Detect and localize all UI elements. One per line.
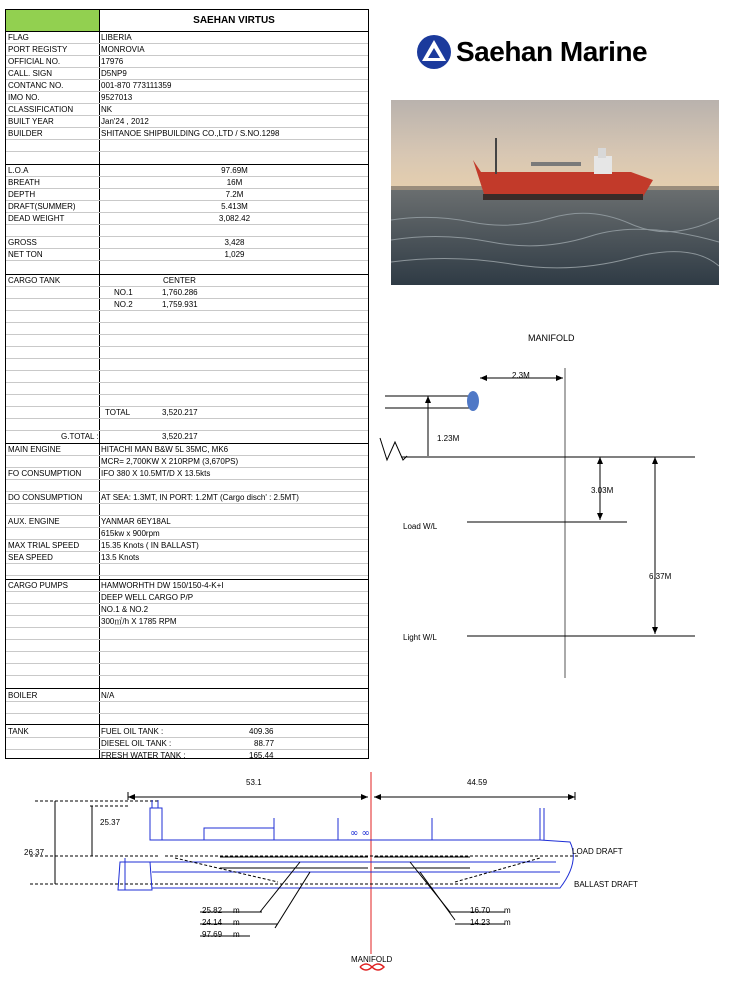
logo-mark-icon: [416, 34, 452, 70]
row-contanc-no: CONTANC NO. 001-870 773111359: [6, 80, 368, 92]
row-total: TOTAL 3,520.217: [6, 407, 368, 419]
row-boiler: BOILER N/A: [6, 690, 368, 702]
manifold-to-load-label: 3.03M: [591, 486, 614, 495]
row-blank: [6, 261, 368, 273]
height-inner-label: 25.37: [100, 818, 121, 827]
row-blank: [6, 347, 368, 359]
row-blank: [6, 395, 368, 407]
row-blank: [6, 419, 368, 431]
row-aux-engine: AUX. ENGINE YANMAR 6EY18AL: [6, 516, 368, 528]
row-fuel-oil-tank: TANK FUEL OIL TANK : 409.36: [6, 726, 368, 738]
row-net-ton: NET TON 1,029: [6, 249, 368, 261]
row-blank: [6, 359, 368, 371]
right-value: 16.70: [470, 906, 491, 915]
ship-name: SAEHAN VIRTUS: [100, 10, 368, 32]
row-blank: [6, 323, 368, 335]
row-blank: [6, 335, 368, 347]
row-max-trial-speed: MAX TRIAL SPEED 15.35 Knots ( IN BALLAST): [6, 540, 368, 552]
height-outer-label: 26.37: [24, 848, 45, 857]
row-dead-weight: DEAD WEIGHT 3,082.42: [6, 213, 368, 225]
row-imo-no: IMO NO. 9527013: [6, 92, 368, 104]
row-fo-consumption: FO CONSUMPTION IFO 380 X 10.5MT/D X 13.5kts: [6, 468, 368, 480]
header-color-cell: [6, 10, 100, 32]
svg-text:∞ ∞: ∞ ∞: [350, 828, 370, 839]
row-cargo-pumps: CARGO PUMPS HAMWORHTH DW 150/150-4-K+I: [6, 580, 368, 592]
manifold-title: MANIFOLD: [528, 333, 575, 343]
section-divider: [6, 724, 368, 725]
row-call-sign: CALL. SIGN D5NP9: [6, 68, 368, 80]
profile-manifold-label: MANIFOLD: [351, 955, 393, 964]
row-pump-line: DEEP WELL CARGO P/P: [6, 592, 368, 604]
row-gross: GROSS 3,428: [6, 237, 368, 249]
row-blank: [6, 383, 368, 395]
manifold-diagram: [375, 360, 720, 680]
row-flag: FLAG LIBERIA: [6, 32, 368, 44]
left-value: 24.14: [202, 918, 223, 927]
aft-length-label: 53.1: [246, 778, 262, 787]
load-wl-label: Load W/L: [403, 522, 438, 531]
row-official-no: OFFICIAL NO. 17976: [6, 56, 368, 68]
row-blank: [6, 225, 368, 237]
load-draft-label: LOAD DRAFT: [572, 847, 623, 856]
row-blank: [6, 371, 368, 383]
logo-text: Saehan Marine: [456, 36, 648, 67]
right-unit: m: [504, 906, 511, 915]
row-blank: [6, 652, 368, 664]
manifold-horizontal-label: 2.3M: [512, 371, 530, 380]
row-sea-speed: SEA SPEED 13.5 Knots: [6, 552, 368, 564]
row-blank: [6, 140, 368, 152]
row-main-engine-mcr: MCR= 2,700KW X 210RPM (3,670PS): [6, 456, 368, 468]
row-blank: [6, 504, 368, 516]
section-divider: [6, 688, 368, 689]
row-do-consumption: DO CONSUMPTION AT SEA: 1.3MT, IN PORT: 1.2MT (Cargo disch' : 2.5MT): [6, 492, 368, 504]
row-cargo-tank-header: CARGO TANK CENTER: [6, 275, 368, 287]
ship-photo: [391, 100, 719, 285]
row-port-registy: PORT REGISTY MONROVIA: [6, 44, 368, 56]
row-loa: L.O.A 97.69M: [6, 165, 368, 177]
row-tank-no2: NO.2 1,759.931: [6, 299, 368, 311]
row-pump-line: NO.1 & NO.2: [6, 604, 368, 616]
row-blank: [6, 152, 368, 164]
spec-table: [5, 9, 369, 759]
manifold-to-light-label: 6.37M: [649, 572, 672, 581]
row-classification: CLASSIFICATION NK: [6, 104, 368, 116]
left-value: 97.69: [202, 930, 223, 939]
row-depth: DEPTH 7.2M: [6, 189, 368, 201]
right-unit: m: [504, 918, 511, 927]
row-blank: [6, 664, 368, 676]
row-blank: [6, 640, 368, 652]
row-gtotal: G.TOTAL : 3,520.217: [61, 432, 198, 441]
ballast-draft-label: BALLAST DRAFT: [574, 880, 638, 889]
row-main-engine: MAIN ENGINE HITACHI MAN B&W 5L 35MC, MK6: [6, 444, 368, 456]
company-logo: [416, 30, 686, 74]
fwd-length-label: 44.59: [467, 778, 488, 787]
right-value: 14.23: [470, 918, 491, 927]
row-blank: [6, 564, 368, 576]
row-blank: [6, 702, 368, 714]
row-draft: DRAFT(SUMMER) 5.413M: [6, 201, 368, 213]
row-aux-engine-power: 615kw x 900rpm: [6, 528, 368, 540]
left-value: 25.82: [202, 906, 223, 915]
row-blank: [6, 480, 368, 492]
row-tank-no1: NO.1 1,760.286: [6, 287, 368, 299]
row-built-year: BUILT YEAR Jan'24 , 2012: [6, 116, 368, 128]
row-blank: [6, 676, 368, 688]
row-blank: [6, 311, 368, 323]
light-wl-label: Light W/L: [403, 633, 437, 642]
row-breath: BREATH 16M: [6, 177, 368, 189]
row-blank: [6, 628, 368, 640]
row-builder: BUILDER SHITANOE SHIPBUILDING CO.,LTD / S.NO.1298: [6, 128, 368, 140]
row-fresh-water-tank: FRESH WATER TANK : 165.44: [101, 751, 274, 760]
row-diesel-oil-tank: DIESEL OIL TANK : 88.77: [6, 738, 368, 750]
manifold-height-label: 1.23M: [437, 434, 460, 443]
row-pump-line: 300㎥/h X 1785 RPM: [6, 616, 368, 628]
left-unit: m: [233, 906, 240, 915]
left-unit: m: [233, 930, 240, 939]
left-unit: m: [233, 918, 240, 927]
